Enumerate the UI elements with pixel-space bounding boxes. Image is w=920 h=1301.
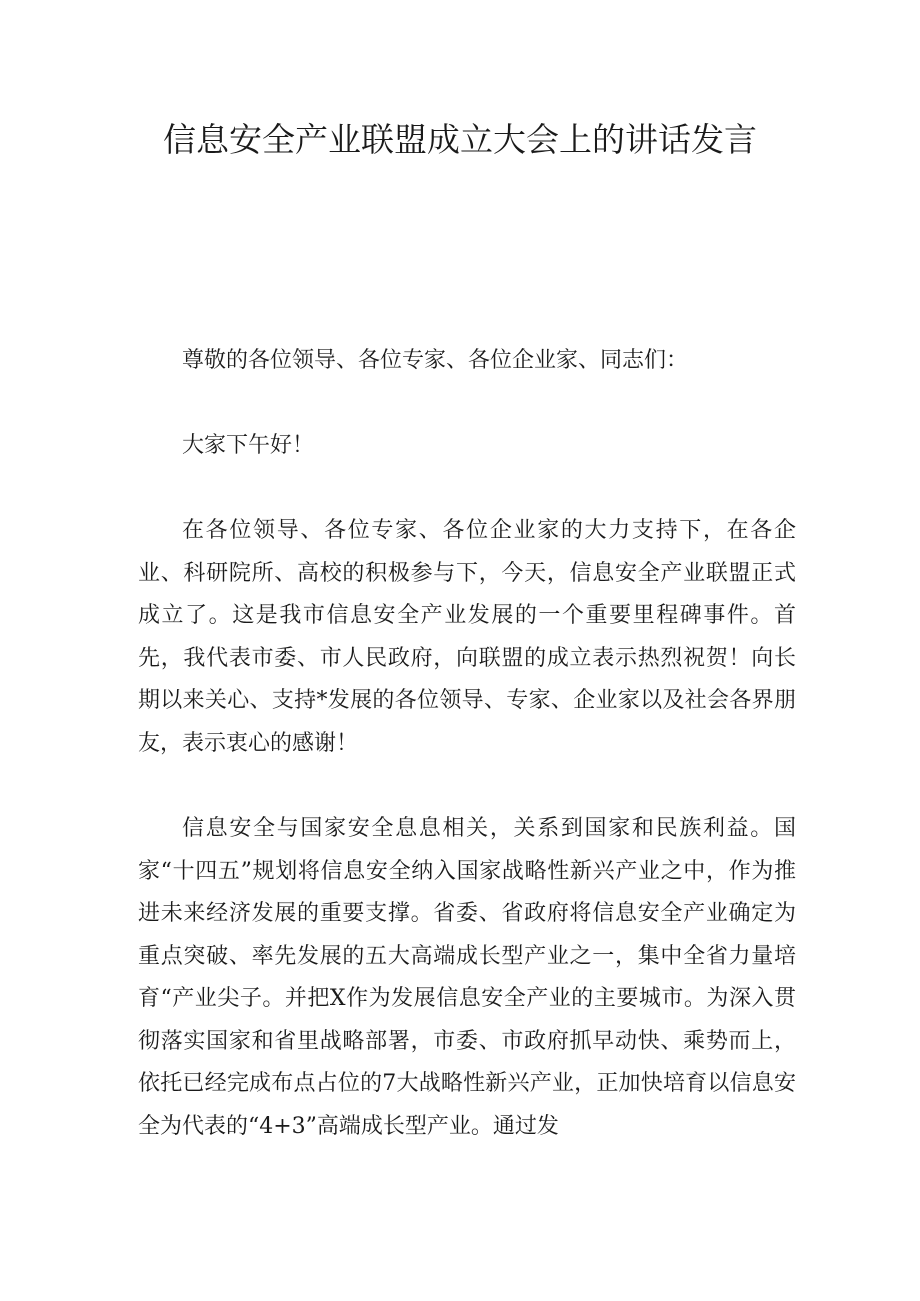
greeting-paragraph: 大家下午好！ [182,432,315,458]
document-body [138,340,796,1148]
document-title: 信息安全产业联盟成立大会上的讲话发言 [163,120,757,159]
salutation-paragraph: 尊敬的各位领导、各位专家、各位企业家、同志们： [182,348,689,373]
body-paragraph-1: 在各位领导、各位专家、各位企业家的大力支持下，在各企业、科研院所、高校的积极参与下，今天，信息安全产业联盟正式成立了。这是我市信息安全产业发展的一个重要里程碑事件。首先，我代表市委、市人民政府，向联盟的成立表示热烈祝贺！向长期以来关心、支持*发展的各位领导、专家、企业家以及社会各界朋友，表示衷心的感谢！ [138,518,796,756]
body-paragraph-2: 信息安全与国家安全息息相关，关系到国家和民族利益。国家“十四五”规划将信息安全纳入国家战略性新兴产业之中，作为推进未来经济发展的重要支撑。省委、省政府将信息安全产业确定为重点突破、率先发展的五大高端成长型产业之一，集中全省力量培育“产业尖子。并把X作为发展信息安全产业的主要城市。为深入贯彻落实国家和省里战略部署，市委、市政府抓早动快、乘势而上，依托已经完成布点占位的7大战略性新兴产业，正加快培育以信息安全为代表的“4+3”高端成长型产业。通过发 [138,816,796,1139]
